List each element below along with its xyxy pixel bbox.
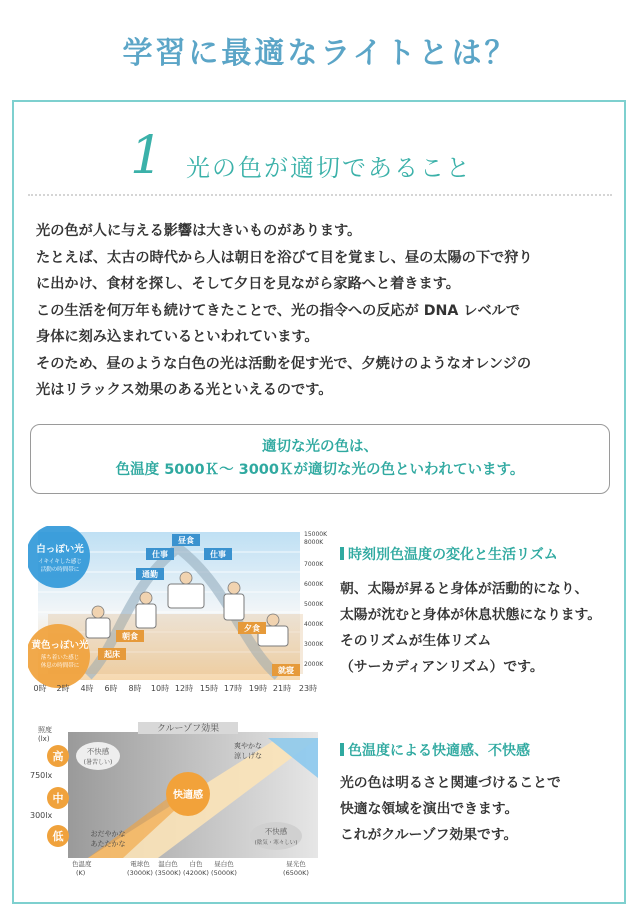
fresh-label: 爽やかな xyxy=(234,742,262,750)
body-line: そのため、昼のような白色の光は活動を促す光で、夕焼けのようなオレンジの xyxy=(36,355,532,372)
white-light-sub: 活動の時間帯に xyxy=(40,567,80,573)
discomfort-hot-sub: (暑苦しい) xyxy=(83,759,113,766)
label-work-2: 仕事 xyxy=(210,550,226,559)
x-tick-name: 白色 xyxy=(189,860,203,868)
white-light-title: 白っぽい光 xyxy=(36,544,84,555)
body-text xyxy=(36,218,616,404)
x-axis-unit: (K) xyxy=(76,869,86,877)
body-line: 身体に刻み込まれているといわれています。 xyxy=(36,329,319,345)
calm-label: おだやかな xyxy=(90,830,126,838)
calm-label: あたたかな xyxy=(90,840,126,848)
x-tick-name: 電球色 xyxy=(130,860,150,868)
body-line: たとえば、太古の時代から人は朝日を浴びて目を覚まし、昼の太陽の下で狩り xyxy=(36,249,533,266)
body-line: 光はリラックス効果のある光といえるのです。 xyxy=(36,382,333,398)
x-tick: 19時 xyxy=(248,684,268,693)
page-title: 学習に最適なライトとは？ xyxy=(122,36,518,71)
body-line: に出かけ、食材を探し、そして夕日を見ながら家路へと着きます。 xyxy=(36,276,460,292)
x-axis-label: 色温度 xyxy=(72,860,92,868)
side-line: 光の色は明るさと関連づけることで xyxy=(340,775,561,791)
heading-bar xyxy=(340,547,344,560)
level-high: 高 xyxy=(52,750,64,763)
white-light-sub: イキイキした感じ xyxy=(38,559,82,565)
yellow-light-sub: 休息の時間帯に xyxy=(40,663,80,669)
x-tick-value: (3500K) xyxy=(155,869,181,877)
x-tick-name: 温白色 xyxy=(158,860,178,868)
level-low: 低 xyxy=(52,830,64,843)
x-tick-value: (5000K) xyxy=(211,869,237,877)
side-heading-rhythm xyxy=(340,544,558,564)
yellow-light-sub: 落ち着いた感じ xyxy=(40,655,80,661)
label-work-1: 仕事 xyxy=(152,550,168,559)
side-heading-text: 色温度による快適感、不快感 xyxy=(348,743,530,759)
section-title: 光の色が適切であること xyxy=(186,154,472,182)
x-tick: 4時 xyxy=(80,684,94,693)
y-tick: 3000K xyxy=(304,641,324,648)
label-breakfast: 朝食 xyxy=(122,632,138,641)
label-commute: 通勤 xyxy=(142,570,158,579)
side-heading-comfort xyxy=(340,740,530,760)
level-mid: 中 xyxy=(52,792,64,805)
label-rise: 起床 xyxy=(104,650,120,659)
x-tick: 2時 xyxy=(56,684,70,693)
x-tick: 17時 xyxy=(223,684,243,693)
body-line: この生活を何万年も続けてきたことで、光の指令への反応が DNA レベルで xyxy=(36,302,521,319)
x-tick-name: 昼白色 xyxy=(214,860,234,868)
color-temperature-illustration xyxy=(28,526,328,694)
chart2-title: クルーゾフ効果 xyxy=(156,724,220,734)
callout-line: 適切な光の色は、 xyxy=(262,439,378,455)
x-tick-value: (4200K) xyxy=(183,869,209,877)
fresh-label: 涼しげな xyxy=(234,752,262,760)
y-tick: 2000K xyxy=(304,661,324,668)
side-line: これがクルーゾフ効果です。 xyxy=(340,827,518,843)
y-axis-unit: (lx) xyxy=(38,735,50,743)
dotted-divider xyxy=(28,194,612,196)
side-text-comfort xyxy=(340,770,561,848)
y-tick: 6000K xyxy=(304,581,324,588)
side-line: 朝、太陽が昇ると身体が活動的になり、 xyxy=(340,581,589,597)
x-tick: 15時 xyxy=(199,684,219,693)
x-tick: 12時 xyxy=(174,684,194,693)
side-line: 太陽が沈むと身体が休息状態になります。 xyxy=(340,607,602,623)
side-line: 快適な領域を演出できます。 xyxy=(340,801,519,817)
yellow-light-title: 黄色っぽい光 xyxy=(31,640,89,651)
x-tick: 21時 xyxy=(272,684,292,693)
comfort-label: 快適感 xyxy=(173,790,203,801)
y-tick: 15000K xyxy=(304,531,328,538)
x-tick-value: (3000K) xyxy=(127,869,153,877)
y-tick: 8000K xyxy=(304,539,324,546)
x-tick: 8時 xyxy=(128,684,142,693)
y-axis-label: 照度 xyxy=(38,726,52,734)
y-tick: 4000K xyxy=(304,621,324,628)
x-tick-value: (6500K) xyxy=(283,869,309,877)
x-tick-name: 昼光色 xyxy=(286,860,306,868)
callout-box xyxy=(30,424,610,494)
y-tick: 300lx xyxy=(30,811,53,820)
y-tick: 750lx xyxy=(30,771,53,780)
heading-bar xyxy=(340,743,344,756)
y-tick: 5000K xyxy=(304,601,324,608)
side-heading-text: 時刻別色温度の変化と生活リズム xyxy=(348,547,558,563)
x-tick: 6時 xyxy=(104,684,118,693)
x-tick: 0時 xyxy=(33,684,47,693)
x-tick: 10時 xyxy=(150,684,170,693)
side-text-rhythm xyxy=(340,576,601,680)
callout-line: 色温度 5000Ｋ～ 3000Ｋが適切な光の色といわれています。 xyxy=(115,462,525,478)
discomfort-hot: 不快感 xyxy=(86,747,110,756)
label-lunch: 昼食 xyxy=(178,536,194,545)
label-sleep: 就寝 xyxy=(278,666,294,675)
x-tick: 23時 xyxy=(298,684,318,693)
kruithof-effect-illustration xyxy=(28,718,328,886)
body-line: 光の色が人に与える影響は大きいものがあります。 xyxy=(36,223,362,239)
y-tick: 7000K xyxy=(304,561,324,568)
label-dinner: 夕食 xyxy=(244,624,260,633)
side-line: そのリズムが生体リズム xyxy=(340,633,492,649)
section-number: 1 xyxy=(130,126,164,186)
discomfort-cold-sub: (陰気・寒々しい) xyxy=(254,840,298,846)
discomfort-cold: 不快感 xyxy=(264,827,288,836)
side-line: （サーカディアンリズム）です。 xyxy=(340,659,544,675)
